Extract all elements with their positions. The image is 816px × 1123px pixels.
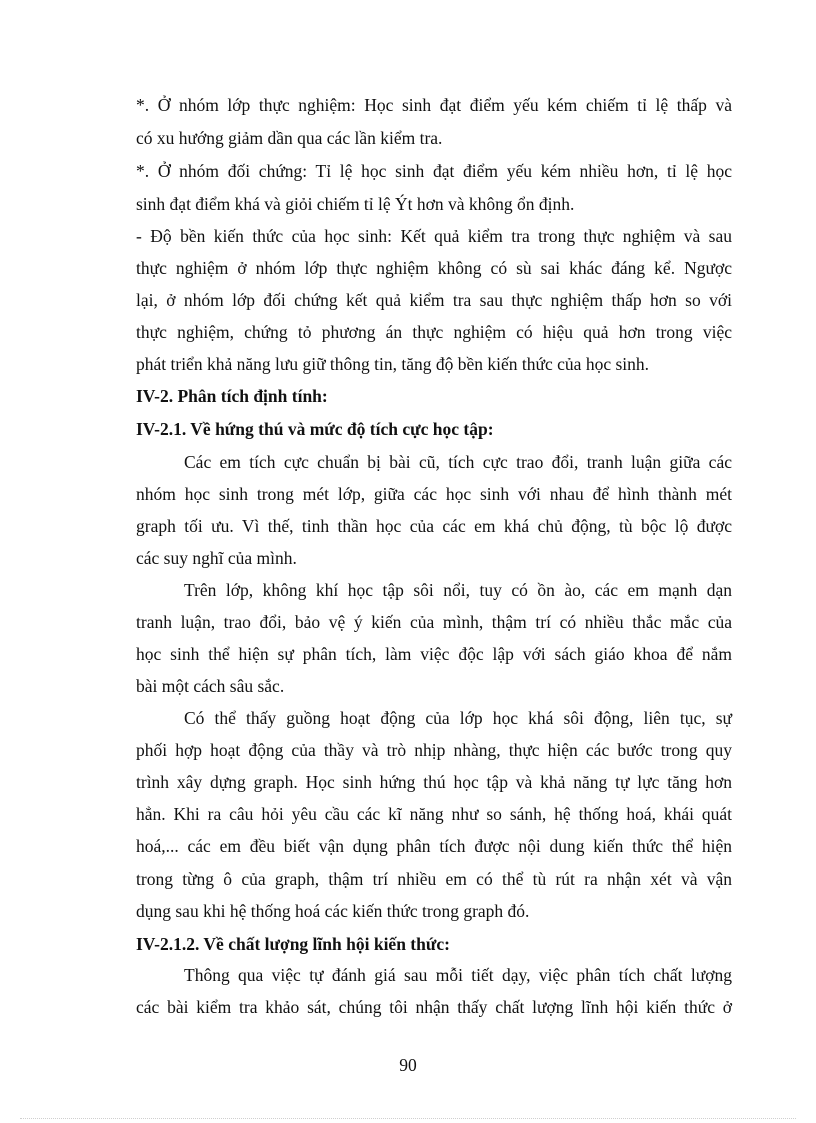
text-line: phối hợp hoạt động của thầy và trò nhịp nhàng, thực hiện các bước trong quy <box>136 740 732 760</box>
text-line: phát triển khả năng lưu giữ thông tin, tăng độ bền kiến thức của học sinh. <box>136 354 650 374</box>
text-line: sinh đạt điểm khá và giỏi chiếm tỉ lệ Ýt hơn và không ổn định. <box>136 194 575 214</box>
text-line: nhóm học sinh trong mét lớp, giữa các học sinh với nhau để hình thành mét <box>136 484 732 504</box>
text-line: dụng sau khi hệ thống hoá các kiến thức trong graph đó. <box>136 901 530 921</box>
paragraph-first-line: Có thể thấy guồng hoạt động của lớp học khá sôi động, liên tục, sự <box>184 708 732 728</box>
text-line: có xu hướng giảm dần qua các lần kiểm tra. <box>136 128 443 148</box>
text-line: - Độ bền kiến thức của học sinh: Kết quả kiểm tra trong thực nghiệm và sau <box>136 226 732 246</box>
text-line: thực nghiệm ở nhóm lớp thực nghiệm không có sù sai khác đáng kể. Ngược <box>136 258 732 278</box>
text-line: trình xây dựng graph. Học sinh hứng thú học tập và khả năng tự lực tăng hơn <box>136 772 732 792</box>
text-line: tranh luận, trao đổi, bảo vệ ý kiến của mình, thậm trí có nhiều thắc mắc của <box>136 612 732 632</box>
page-bottom-divider <box>20 1118 796 1119</box>
text-line: học sinh thể hiện sự phân tích, làm việc độc lập với sách giáo khoa để nắm <box>136 644 732 664</box>
paragraph-first-line: Các em tích cực chuẩn bị bài cũ, tích cực trao đổi, tranh luận giữa các <box>184 452 732 472</box>
text-line: các bài kiểm tra khảo sát, chúng tôi nhận thấy chất lượng lĩnh hội kiến thức ở <box>136 997 732 1017</box>
page-number: 90 <box>399 1055 417 1075</box>
text-line: trong từng ô của graph, thậm trí nhiều em có thể tù rút ra nhận xét và vận <box>136 869 732 889</box>
text-line: *. Ở nhóm lớp thực nghiệm: Học sinh đạt điểm yếu kém chiếm tỉ lệ thấp và <box>136 95 732 115</box>
text-line: thực nghiệm, chứng tỏ phương án thực nghiệm có hiệu quả hơn trong việc <box>136 322 732 342</box>
text-line: hoá,... các em đều biết vận dụng phân tích được nội dung kiến thức thể hiện <box>136 836 732 856</box>
section-heading: IV-2. Phân tích định tính: <box>136 386 328 406</box>
text-line: hẳn. Khi ra câu hỏi yêu cầu các kĩ năng như so sánh, hệ thống hoá, khái quát <box>136 804 732 824</box>
paragraph-first-line: Thông qua việc tự đánh giá sau mỗi tiết dạy, việc phân tích chất lượng <box>184 965 732 985</box>
text-line: lại, ở nhóm lớp đối chứng kết quả kiểm tra sau thực nghiệm thấp hơn so với <box>136 290 732 310</box>
text-line: bài một cách sâu sắc. <box>136 676 285 696</box>
text-line: các suy nghĩ của mình. <box>136 548 297 568</box>
subsection-heading: IV-2.1. Về hứng thú và mức độ tích cực học tập: <box>136 419 494 439</box>
text-line: graph tối ưu. Vì thế, tinh thần học của các em khá chủ động, tù bộc lộ được <box>136 516 732 536</box>
paragraph-first-line: Trên lớp, không khí học tập sôi nổi, tuy có ồn ào, các em mạnh dạn <box>184 580 732 600</box>
subsection-heading: IV-2.1.2. Về chất lượng lĩnh hội kiến thức: <box>136 934 450 954</box>
text-line: *. Ở nhóm đối chứng: Tỉ lệ học sinh đạt điểm yếu kém nhiều hơn, tỉ lệ học <box>136 161 732 181</box>
